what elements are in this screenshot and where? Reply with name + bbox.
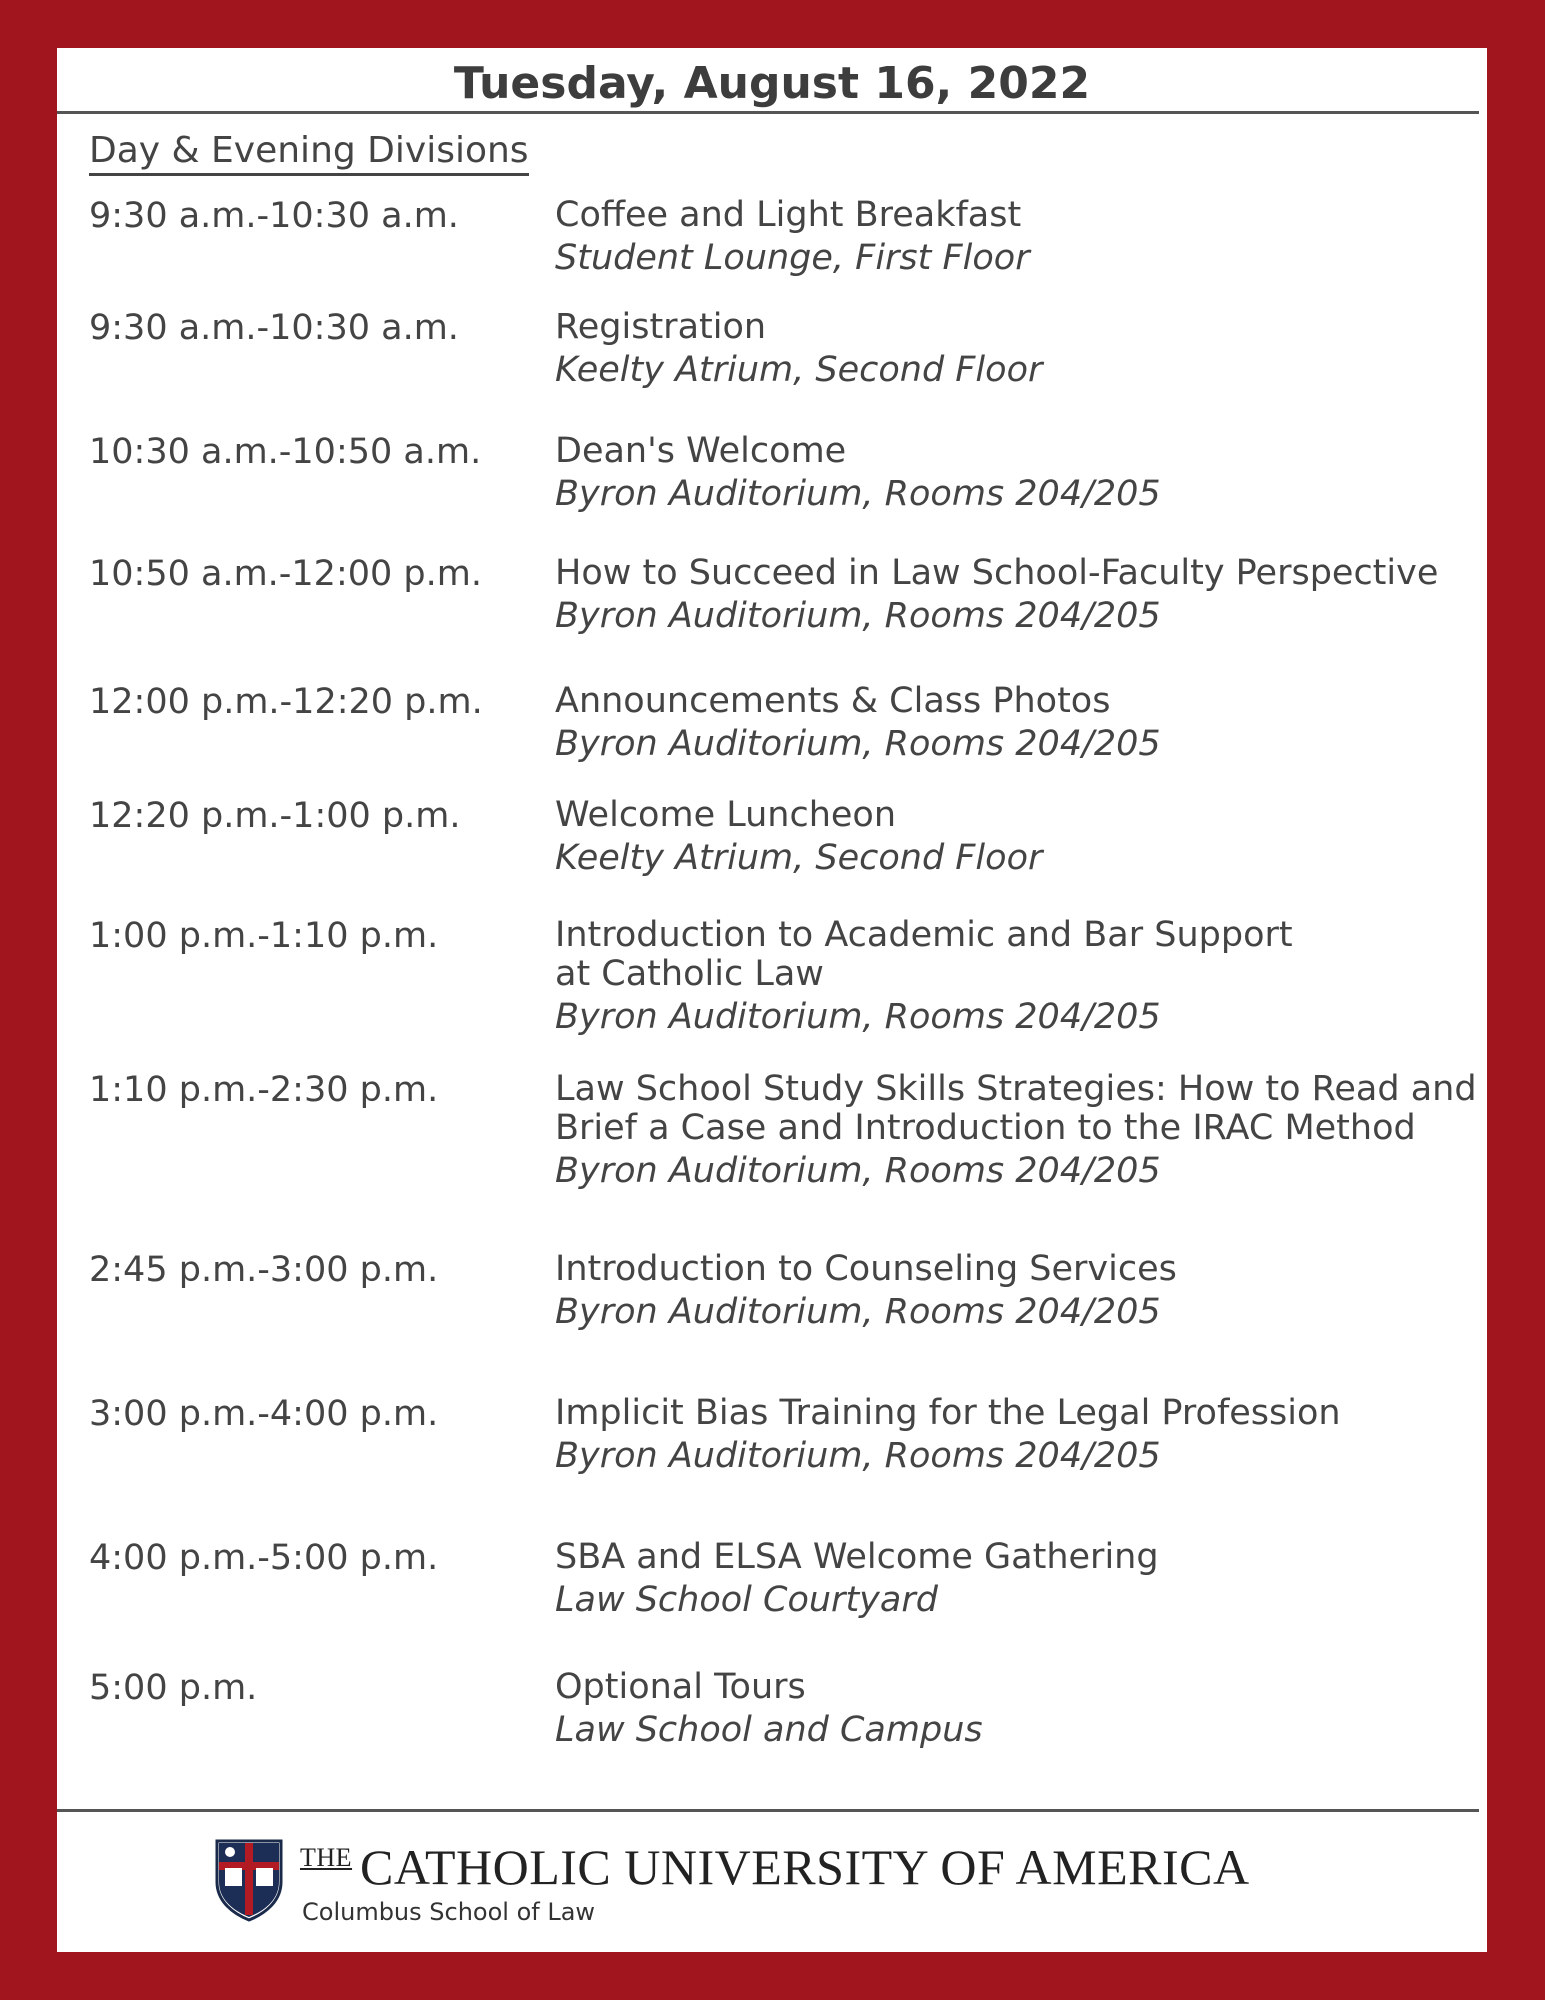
title-divider — [57, 111, 1479, 114]
schedule-time: 12:20 p.m.-1:00 p.m. — [89, 796, 461, 836]
schedule-place: Law School Courtyard — [555, 1580, 938, 1620]
schedule-event: Registration — [555, 307, 767, 347]
schedule-place: Byron Auditorium, Rooms 204/205 — [555, 724, 1161, 764]
schedule-event: Welcome Luncheon — [555, 795, 897, 835]
school-name: Columbus School of Law — [302, 1898, 596, 1926]
university-shield-icon — [214, 1838, 284, 1922]
schedule-time: 10:30 a.m.-10:50 a.m. — [89, 432, 482, 472]
schedule-place: Byron Auditorium, Rooms 204/205 — [555, 474, 1161, 514]
schedule-place: Student Lounge, First Floor — [555, 238, 1030, 278]
division-heading: Day & Evening Divisions — [89, 130, 529, 176]
schedule-event: Introduction to Academic and Bar Support at Catholic Law — [555, 915, 1293, 994]
schedule-place: Law School and Campus — [555, 1710, 983, 1750]
schedule-event: SBA and ELSA Welcome Gathering — [555, 1537, 1159, 1577]
schedule-time: 5:00 p.m. — [89, 1668, 258, 1708]
schedule-place: Byron Auditorium, Rooms 204/205 — [555, 997, 1161, 1037]
university-wordmark: CATHOLIC UNIVERSITY OF AMERICA — [360, 1839, 1250, 1895]
schedule-event: Coffee and Light Breakfast — [555, 195, 1022, 235]
schedule-event: Dean's Welcome — [555, 431, 847, 471]
schedule-event: Optional Tours — [555, 1667, 806, 1707]
university-the: THE — [300, 1843, 353, 1872]
page-title: Tuesday, August 16, 2022 — [453, 58, 1091, 109]
footer-divider — [57, 1809, 1479, 1812]
schedule-time: 10:50 a.m.-12:00 p.m. — [89, 554, 482, 594]
schedule-place: Keelty Atrium, Second Floor — [555, 838, 1043, 878]
schedule-event: Announcements & Class Photos — [555, 681, 1111, 721]
schedule-time: 9:30 a.m.-10:30 a.m. — [89, 196, 459, 236]
schedule-place: Byron Auditorium, Rooms 204/205 — [555, 596, 1161, 636]
schedule-event: Law School Study Skills Strategies: How to Read and Brief a Case and Introduction to the IRAC Method — [555, 1069, 1477, 1148]
schedule-place: Byron Auditorium, Rooms 204/205 — [555, 1436, 1161, 1476]
schedule-time: 1:00 p.m.-1:10 p.m. — [89, 916, 439, 956]
schedule-event: Implicit Bias Training for the Legal Profession — [555, 1393, 1341, 1433]
schedule-place: Byron Auditorium, Rooms 204/205 — [555, 1151, 1161, 1191]
schedule-time: 2:45 p.m.-3:00 p.m. — [89, 1250, 439, 1290]
university-name — [300, 1838, 1250, 1896]
schedule-place: Byron Auditorium, Rooms 204/205 — [555, 1292, 1161, 1332]
schedule-event: How to Succeed in Law School-Faculty Perspective — [555, 553, 1439, 593]
schedule-time: 4:00 p.m.-5:00 p.m. — [89, 1538, 439, 1578]
schedule-place: Keelty Atrium, Second Floor — [555, 350, 1043, 390]
schedule-time: 1:10 p.m.-2:30 p.m. — [89, 1070, 439, 1110]
schedule-event: Introduction to Counseling Services — [555, 1249, 1177, 1289]
schedule-time: 9:30 a.m.-10:30 a.m. — [89, 308, 459, 348]
schedule-page — [57, 48, 1487, 1952]
schedule-time: 3:00 p.m.-4:00 p.m. — [89, 1394, 439, 1434]
footer — [57, 1838, 1487, 1938]
schedule-time: 12:00 p.m.-12:20 p.m. — [89, 682, 483, 722]
